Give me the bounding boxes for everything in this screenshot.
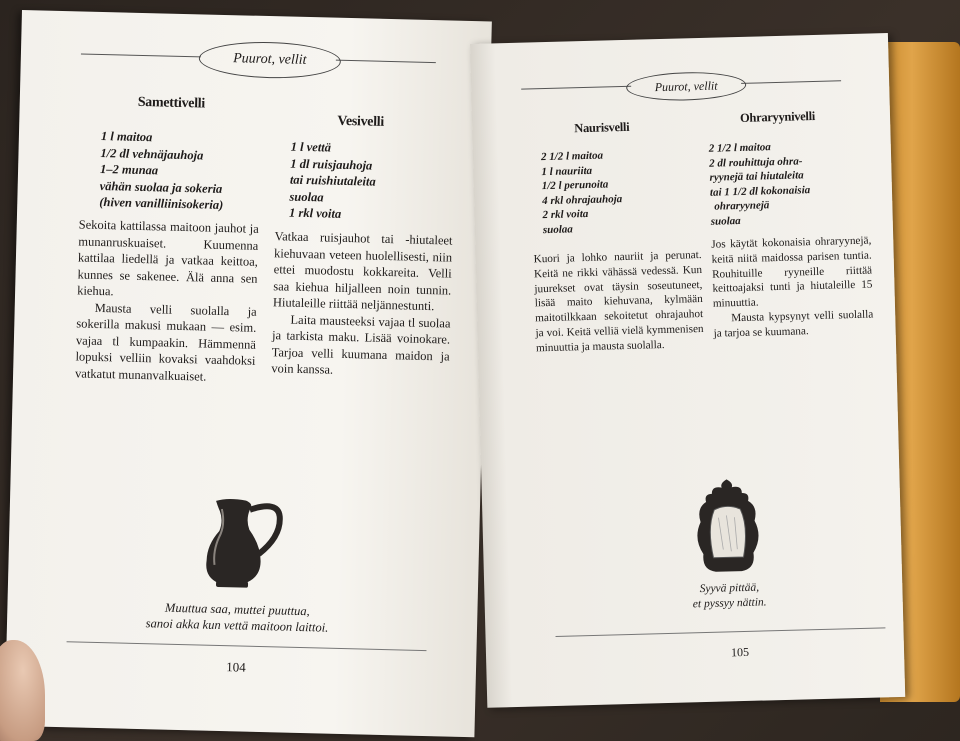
method-paragraph: Vatkaa ruisjauhot tai -hiutaleet kiehuvaan veteen huolellisesti, niin ettei muodostu kokkareita. Velli saa kiehua hiljalleen noin tunnin. Hiutaleille riittää neljännestunti. — [272, 229, 453, 314]
ingredient: 1 rkl voita — [288, 205, 342, 221]
caption-line: et pyssyy nättin. — [692, 596, 767, 611]
method-samettivelli — [75, 216, 259, 385]
ingredient: tai 1 1/2 dl kokonaisia — [709, 183, 811, 199]
method-paragraph: Mausta velli suolalla ja sokerilla makusi mukaan — esim. vajaa tl kumpaakin. Hämmennä lopuksi velliin kovaksi vaahdoksi vatkatut munanvalkuaiset. — [74, 300, 257, 384]
footer-rule — [67, 641, 427, 651]
recipe-title-vesivelli: Vesivelli — [337, 113, 385, 130]
ingredients-ohraryynivelli — [709, 139, 811, 229]
ingredients-vesivelli — [289, 139, 377, 224]
mirror-illustration — [691, 477, 764, 579]
running-header: Puurot, vellit — [198, 40, 341, 79]
ingredient: tai ruishiutaleita — [289, 172, 376, 189]
ingredient: 2 1/2 l maitoa — [540, 149, 604, 164]
ingredients-samettivelli — [99, 128, 225, 214]
right-page — [470, 33, 905, 708]
recipe-title-naurisvelli: Naurisvelli — [574, 119, 630, 136]
ingredient: 1–2 munaa — [99, 161, 159, 178]
method-paragraph: Sekoita kattilassa maitoon jauhot ja munanruskuaiset. Kuumenna kattilaa liedellä ja vatkaa keittoa, kunnes se sakenee. Älä anna sen kiehua. — [76, 217, 259, 299]
header-rule-right — [336, 60, 436, 63]
ingredient: 2 dl rouhittuja ohra- — [709, 154, 803, 170]
caption-line: sanoi akka kun vettä maitoon laittoi. — [145, 616, 329, 635]
recipe-title-samettivelli: Samettivelli — [137, 94, 206, 112]
page-number-right: 105 — [730, 644, 750, 660]
header-rule-left — [521, 86, 631, 90]
caption-line: Muuttua saa, muttei puuttua, — [164, 600, 310, 619]
ingredient: 1 l nauriita — [541, 164, 593, 178]
ingredient: 1 l maitoa — [100, 128, 153, 145]
left-page — [5, 10, 492, 737]
ingredient: suolaa — [289, 189, 324, 204]
ingredient: 1 l vettä — [290, 139, 332, 155]
ingredient: suolaa — [542, 222, 574, 236]
method-naurisvelli — [533, 248, 704, 356]
footer-rule — [556, 627, 886, 637]
ingredient: (hiven vanilliinisokeria) — [99, 194, 224, 212]
method-paragraph: Mausta kypsynyt velli suolalla ja tarjoa se kuumana. — [713, 308, 874, 340]
method-paragraph: Laita mausteeksi vajaa tl suolaa ja tarkista maku. Lisää voinokare. Tarjoa velli kuumana maidon ja voin kanssa. — [271, 312, 451, 377]
ingredient: ryynejä tai hiutaleita — [709, 169, 804, 184]
page-number-left: 104 — [226, 659, 246, 675]
ingredient: suolaa — [710, 214, 741, 228]
method-paragraph: Kuori ja lohko nauriit ja perunat. Keitä ne rikki vähässä vedessä. Kun juurekset ovat täysin soseutuneet, lisää maito kiehuvana, kylmään maitotilkkaan sekoitetut ohrajauhot ja voi. Keitä velliä vielä kymmenisen minuuttia ja mausta suolalla. — [533, 249, 704, 355]
running-header: Puurot, vellit — [626, 71, 747, 102]
ingredient: ohraryynejä — [714, 199, 770, 213]
ingredient: 2 rkl voita — [542, 208, 589, 222]
method-paragraph: Jos käytät kokonaisia ohraryynejä, keitä niitä maidossa parisen tuntia. Rouhituille ryyneille riittää keittoajaksi tunti ja hiutaleille 15 minuuttia. — [711, 234, 873, 310]
ingredient: 1 dl ruisjauhoja — [290, 156, 373, 173]
ingredient: 1/2 dl vehnäjauhoja — [100, 145, 204, 162]
caption-left — [117, 599, 358, 637]
ingredient: 4 rkl ohrajauhoja — [541, 192, 623, 207]
caption-line: Syyvä pittää, — [699, 581, 760, 596]
caption-right — [654, 579, 805, 613]
header-rule-right — [741, 80, 841, 84]
header-rule-left — [81, 53, 201, 57]
ingredient: 1/2 l perunoita — [541, 178, 609, 193]
method-ohraryynivelli — [711, 234, 874, 342]
ingredient: vähän suolaa ja sokeria — [99, 178, 223, 196]
pitcher-illustration — [204, 495, 296, 593]
ingredients-naurisvelli — [541, 148, 623, 237]
method-vesivelli — [271, 228, 453, 381]
ingredient: 2 1/2 l maitoa — [708, 141, 771, 155]
recipe-title-ohraryynivelli: Ohraryynivelli — [739, 108, 816, 125]
